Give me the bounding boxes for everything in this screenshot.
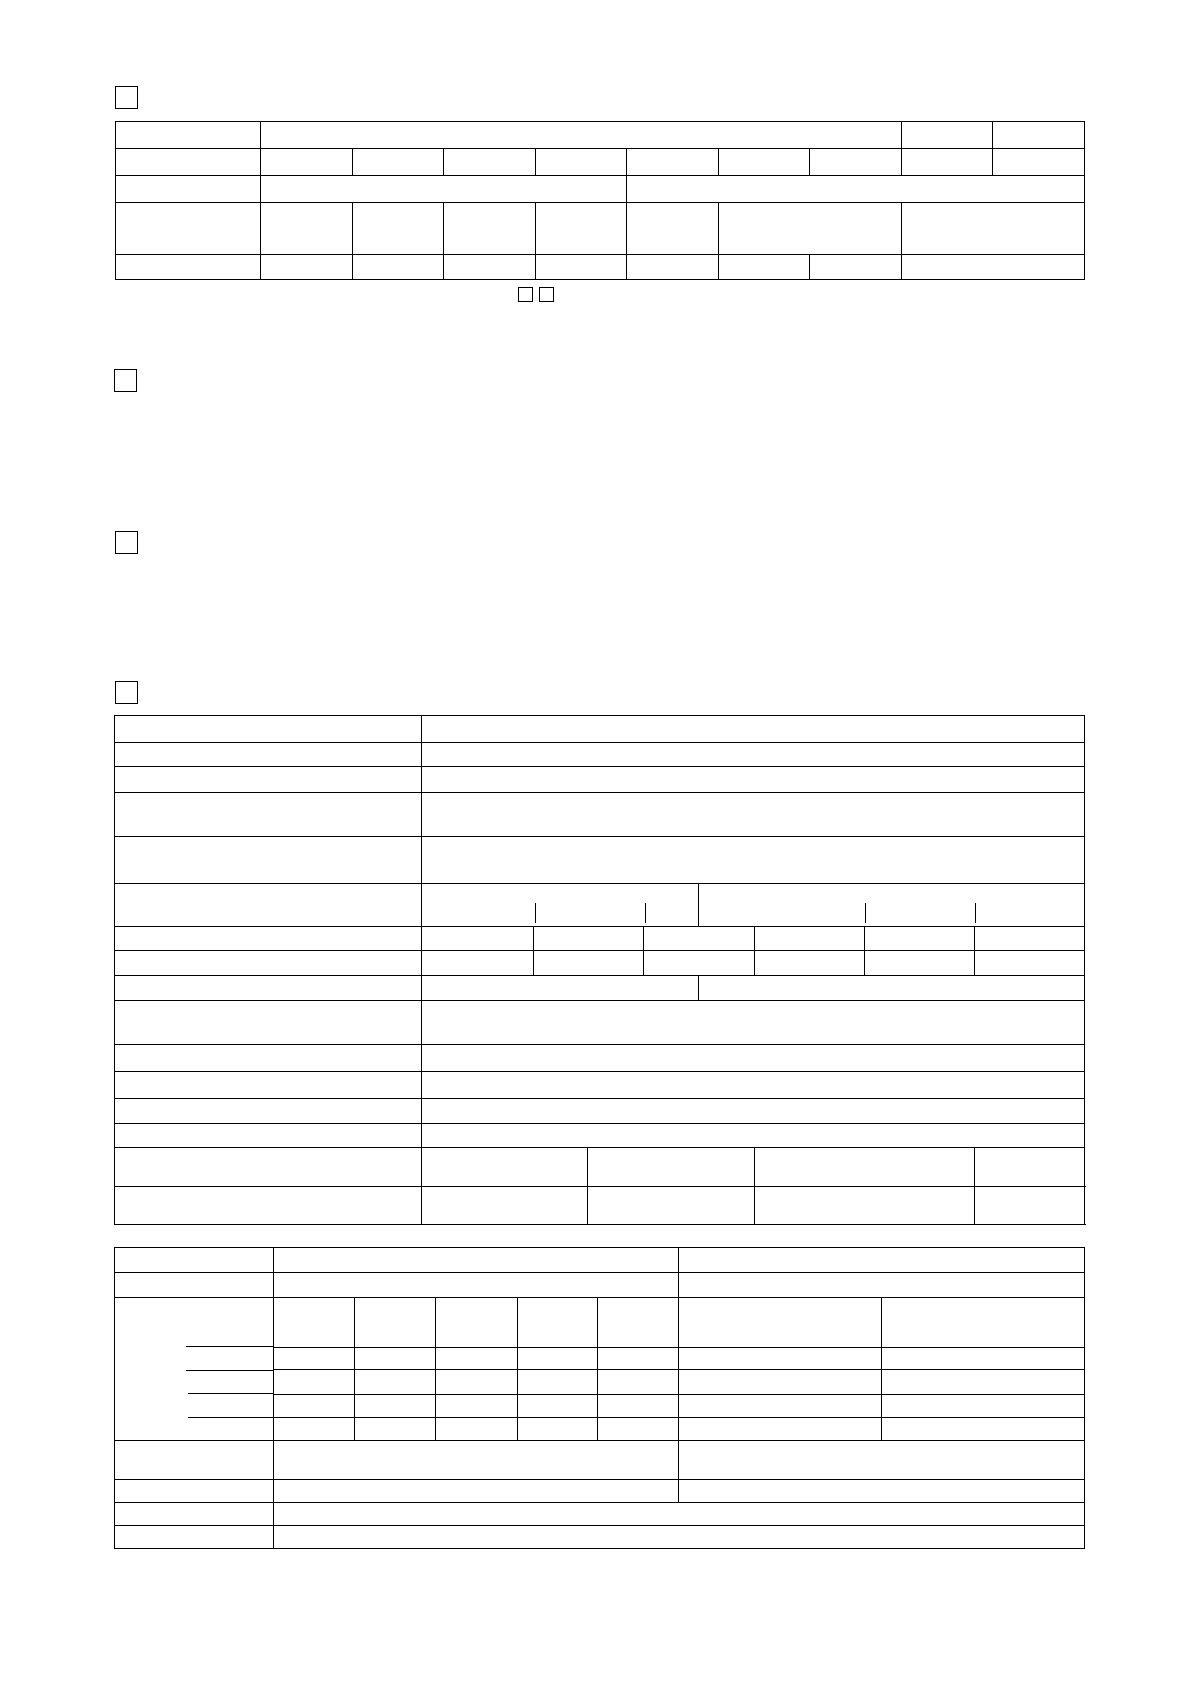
table-cell[interactable] [993, 122, 1085, 149]
table-divider [186, 1370, 274, 1371]
table-cell [882, 1298, 1085, 1348]
table-cell[interactable] [627, 203, 719, 255]
table-cell[interactable] [882, 1348, 1085, 1370]
table-row [115, 884, 1085, 927]
table-cell[interactable] [444, 203, 536, 255]
table-cell[interactable] [261, 255, 353, 280]
table-divider [865, 903, 866, 923]
table-cell [116, 149, 261, 176]
table-cell[interactable] [274, 1370, 355, 1395]
table-cell[interactable] [518, 1418, 598, 1441]
table-cell[interactable] [536, 203, 627, 255]
section-3-checkbox[interactable] [115, 531, 138, 554]
table-cell [115, 716, 422, 743]
table-cell[interactable] [422, 1001, 1085, 1045]
table-cell[interactable] [422, 837, 1085, 884]
table-cell[interactable] [902, 203, 1085, 255]
table-row [115, 1526, 1085, 1549]
table-cell[interactable] [261, 149, 353, 176]
table-cell[interactable] [274, 1526, 1085, 1549]
table-cell [115, 1099, 422, 1124]
table-cell[interactable] [274, 1418, 355, 1441]
table-cell [115, 1298, 274, 1441]
table-cell[interactable] [355, 1418, 436, 1441]
table-cell[interactable] [274, 1348, 355, 1370]
table-cell[interactable] [274, 1248, 679, 1273]
table-cell [115, 767, 422, 793]
table-row [115, 1248, 1085, 1273]
checkbox-a[interactable] [518, 287, 533, 302]
table-cell[interactable] [355, 1370, 436, 1395]
table-cell [116, 255, 261, 280]
table-cell[interactable] [810, 255, 902, 280]
table-cell[interactable] [422, 1045, 1085, 1072]
table-cell[interactable] [755, 1148, 975, 1187]
table-row [115, 716, 1085, 743]
table-cell[interactable] [679, 1273, 1085, 1298]
table-cell [115, 837, 422, 884]
table-cell[interactable] [644, 927, 755, 951]
table-row [115, 1001, 1085, 1045]
table-cell[interactable] [353, 203, 444, 255]
table-row [116, 149, 1085, 176]
table-cell[interactable] [865, 951, 975, 976]
table-cell [115, 1045, 422, 1072]
table-cell[interactable] [882, 1395, 1085, 1418]
table-cell[interactable] [598, 1418, 679, 1441]
table-cell [115, 1148, 422, 1187]
table-cell [115, 976, 422, 1001]
table-cell [436, 1298, 518, 1348]
table-cell[interactable] [422, 1148, 588, 1187]
table-cell[interactable] [274, 1480, 679, 1503]
table-cell[interactable] [975, 951, 1085, 976]
table-cell[interactable] [627, 176, 1085, 203]
table-cell[interactable] [810, 149, 902, 176]
table-cell [115, 884, 422, 927]
table-cell [115, 951, 422, 976]
table-row [115, 837, 1085, 884]
table-cell[interactable] [679, 1370, 882, 1395]
table-cell [422, 884, 699, 927]
table-divider [186, 1346, 274, 1347]
form-table-3 [114, 1247, 1085, 1549]
table-cell [274, 1298, 355, 1348]
section-1-checkbox[interactable] [115, 86, 138, 109]
table-cell[interactable] [679, 1418, 882, 1441]
table-cell[interactable] [422, 1187, 588, 1225]
table-cell[interactable] [719, 149, 810, 176]
table-cell[interactable] [274, 1441, 679, 1480]
table-cell [115, 743, 422, 767]
table-cell [115, 1503, 274, 1526]
table-divider [975, 903, 976, 923]
table-cell[interactable] [444, 149, 536, 176]
table-row [115, 1124, 1085, 1148]
table-cell[interactable] [902, 255, 1085, 280]
table-row [116, 176, 1085, 203]
table-row [115, 793, 1085, 837]
table-cell [115, 1248, 274, 1273]
table-row [115, 927, 1085, 951]
table-cell[interactable] [274, 1273, 679, 1298]
table-cell[interactable] [355, 1395, 436, 1418]
table-cell[interactable] [902, 149, 993, 176]
table-row [115, 951, 1085, 976]
table-cell[interactable] [627, 149, 719, 176]
table-divider [188, 1393, 274, 1394]
table-cell [679, 1298, 882, 1348]
table-cell[interactable] [755, 1187, 975, 1225]
table-cell[interactable] [975, 1148, 1085, 1187]
table-cell[interactable] [274, 1503, 1085, 1526]
table-cell [115, 1273, 274, 1298]
table-row [115, 1298, 1085, 1348]
table-cell [115, 1480, 274, 1503]
table-cell[interactable] [422, 793, 1085, 837]
table-cell[interactable] [436, 1395, 518, 1418]
table-cell[interactable] [422, 951, 534, 976]
table-row [116, 255, 1085, 280]
table-cell[interactable] [536, 255, 627, 280]
table-cell[interactable] [422, 1124, 1085, 1148]
table-row [115, 767, 1085, 793]
table-cell [115, 927, 422, 951]
table-cell[interactable] [719, 203, 902, 255]
table-row [115, 1480, 1085, 1503]
table-cell[interactable] [422, 743, 1085, 767]
table-cell[interactable] [261, 176, 627, 203]
form-table-1 [115, 121, 1085, 280]
table-cell[interactable] [993, 149, 1085, 176]
table-cell[interactable] [422, 767, 1085, 793]
table-row [115, 1273, 1085, 1298]
table-cell[interactable] [975, 1187, 1085, 1225]
table-cell[interactable] [436, 1348, 518, 1370]
table-cell [115, 793, 422, 837]
table-cell [518, 1298, 598, 1348]
table-cell[interactable] [598, 1370, 679, 1395]
table-cell[interactable] [865, 927, 975, 951]
table-cell[interactable] [975, 927, 1085, 951]
table-cell[interactable] [588, 1148, 755, 1187]
table-cell[interactable] [679, 1441, 1085, 1480]
table-cell[interactable] [518, 1370, 598, 1395]
table-row [115, 1187, 1085, 1225]
table-cell[interactable] [261, 203, 353, 255]
table-cell[interactable] [422, 976, 699, 1001]
table-cell[interactable] [422, 927, 534, 951]
table-cell [116, 122, 261, 149]
table-cell [116, 176, 261, 203]
table-cell[interactable] [436, 1418, 518, 1441]
table-cell[interactable] [353, 149, 444, 176]
table-cell[interactable] [699, 976, 1085, 1001]
table-row [115, 1148, 1085, 1187]
table-cell [115, 1187, 422, 1225]
table-cell[interactable] [679, 1348, 882, 1370]
table-cell[interactable] [679, 1248, 1085, 1273]
table-cell[interactable] [882, 1370, 1085, 1395]
table-cell[interactable] [598, 1348, 679, 1370]
table-cell [115, 1526, 274, 1549]
table-cell[interactable] [518, 1395, 598, 1418]
table-cell[interactable] [679, 1480, 1085, 1503]
table-row [115, 1503, 1085, 1526]
table-cell[interactable] [422, 1072, 1085, 1099]
table-cell[interactable] [679, 1395, 882, 1418]
table-cell [902, 122, 993, 149]
section-2-checkbox[interactable] [114, 369, 137, 392]
table-cell[interactable] [882, 1418, 1085, 1441]
table-cell[interactable] [755, 927, 865, 951]
table-cell [115, 1124, 422, 1148]
table-cell[interactable] [719, 255, 810, 280]
table-cell[interactable] [627, 255, 719, 280]
table-cell[interactable] [536, 149, 627, 176]
table-cell[interactable] [444, 255, 536, 280]
table-cell [116, 203, 261, 255]
table-row [115, 1045, 1085, 1072]
table-cell[interactable] [598, 1395, 679, 1418]
table-cell [598, 1298, 679, 1348]
table-cell[interactable] [644, 951, 755, 976]
table-divider [188, 1417, 274, 1418]
table-row [115, 1072, 1085, 1099]
table-cell[interactable] [353, 255, 444, 280]
table-cell[interactable] [422, 1099, 1085, 1124]
table-divider [645, 903, 646, 923]
checkbox-b[interactable] [539, 287, 554, 302]
table-cell [699, 884, 1085, 927]
table-cell [115, 1441, 274, 1480]
table-row [115, 743, 1085, 767]
table-cell[interactable] [518, 1348, 598, 1370]
table-cell[interactable] [422, 716, 1085, 743]
table-cell[interactable] [261, 122, 902, 149]
table-row [115, 1099, 1085, 1124]
table-divider [535, 903, 536, 923]
table-cell [115, 1001, 422, 1045]
table-cell[interactable] [534, 951, 644, 976]
table-cell[interactable] [355, 1348, 436, 1370]
form-table-2 [114, 715, 1085, 1225]
table-row [116, 122, 1085, 149]
section-4-checkbox[interactable] [115, 681, 138, 704]
table-cell [115, 1072, 422, 1099]
table-cell[interactable] [755, 951, 865, 976]
table-row [115, 976, 1085, 1001]
table-cell[interactable] [588, 1187, 755, 1225]
table-cell [355, 1298, 436, 1348]
table-row [116, 203, 1085, 255]
table-cell[interactable] [436, 1370, 518, 1395]
table-cell[interactable] [534, 927, 644, 951]
table-row [115, 1441, 1085, 1480]
table-cell[interactable] [274, 1395, 355, 1418]
